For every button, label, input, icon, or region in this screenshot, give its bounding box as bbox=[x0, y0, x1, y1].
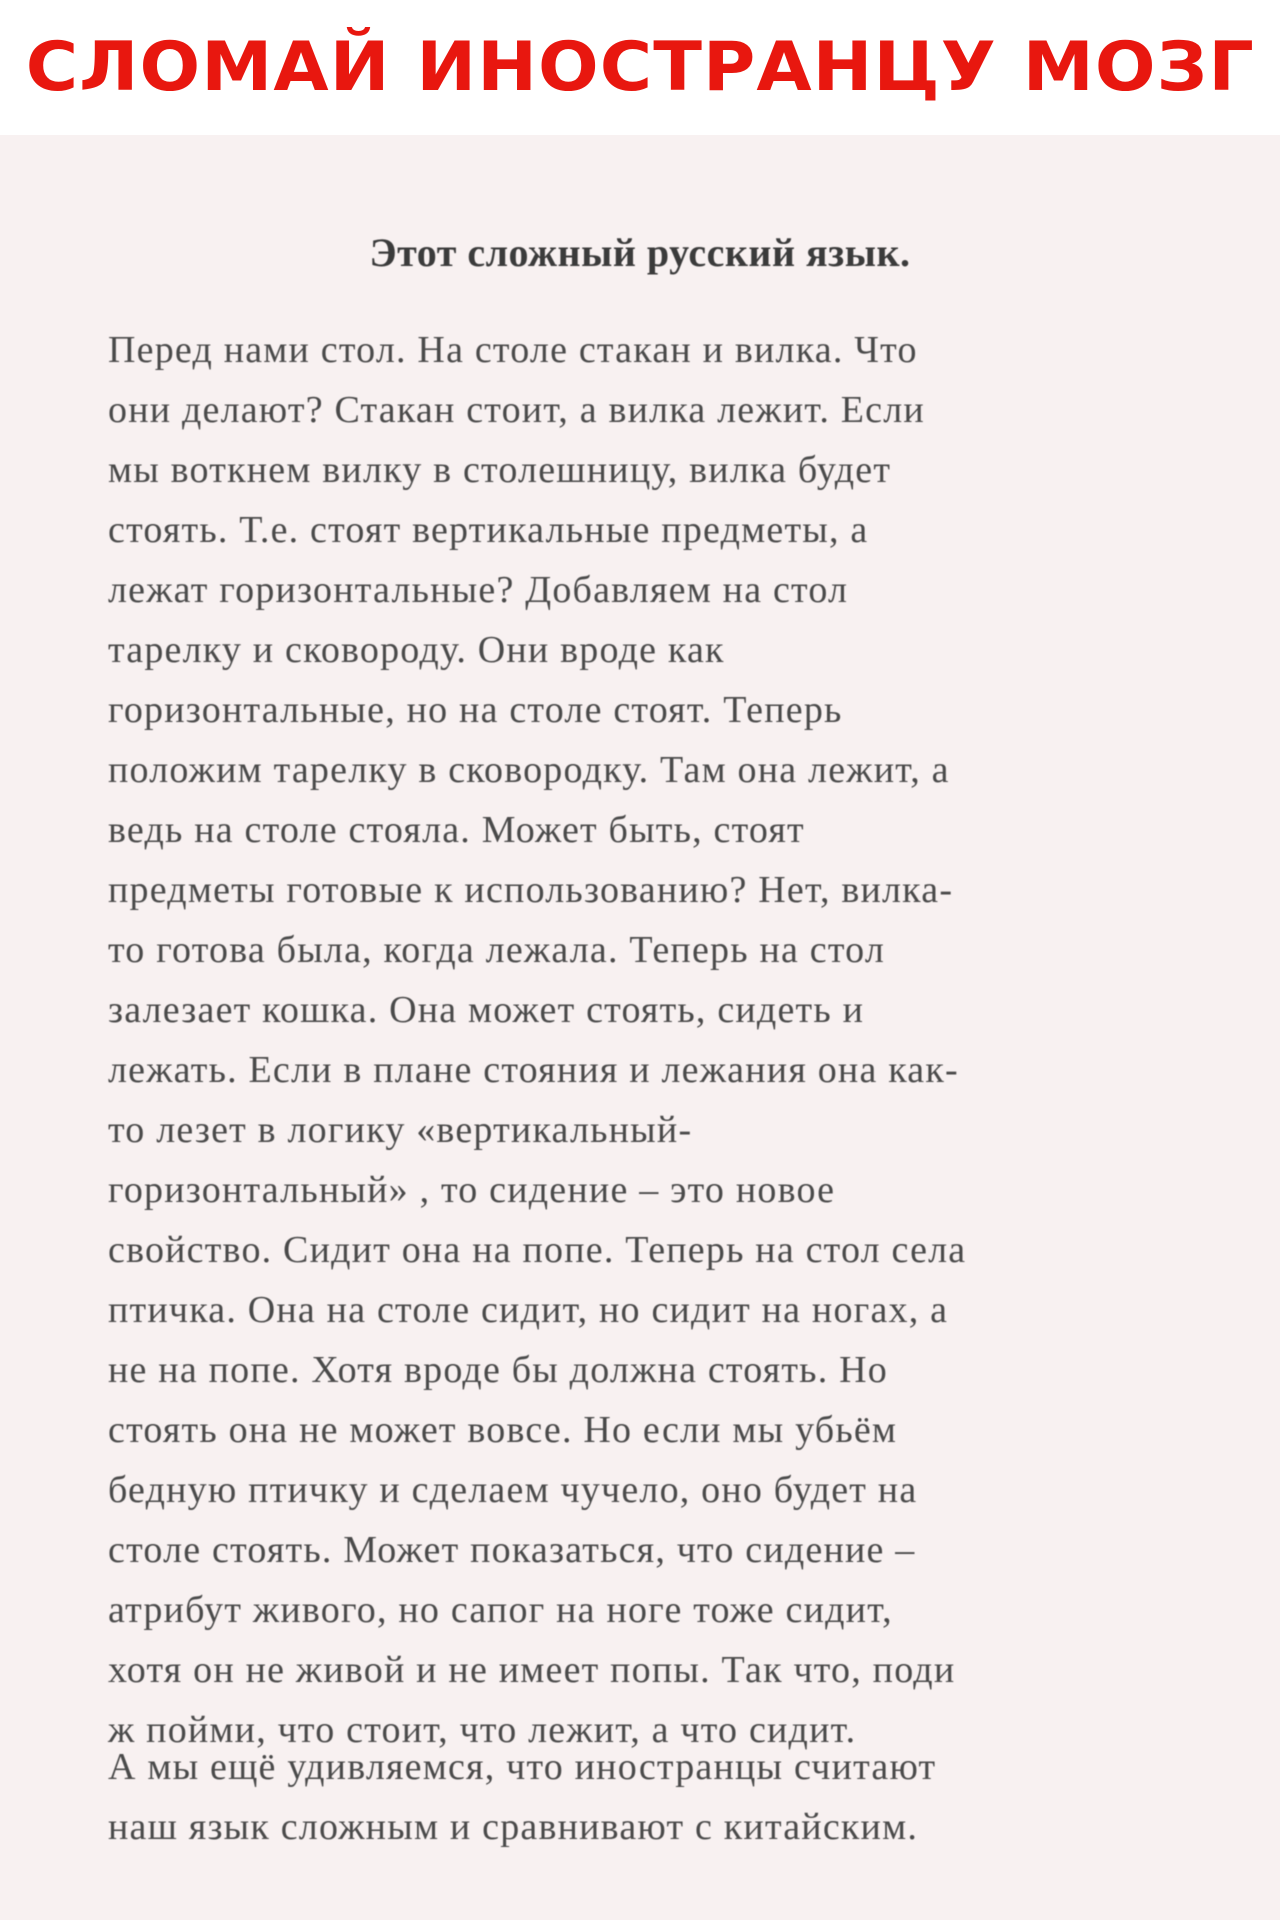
text-line: ведь на столе стояла. Может быть, стоят bbox=[108, 809, 805, 851]
text-line: лежат горизонтальные? Добавляем на стол bbox=[108, 569, 849, 611]
text-line: Перед нами стол. На столе стакан и вилка. Что bbox=[108, 329, 918, 371]
body-paragraph bbox=[108, 320, 1198, 1760]
text-line: горизонтальные, но на столе стоят. Теперь bbox=[108, 689, 843, 731]
text-line: лежать. Если в плане стояния и лежания она как- bbox=[108, 1049, 959, 1091]
closing-paragraph bbox=[108, 1737, 1198, 1857]
text-line: предметы готовые к использованию? Нет, вилка- bbox=[108, 869, 954, 911]
text-line: свойство. Сидит она на попе. Теперь на стол села bbox=[108, 1229, 967, 1271]
text-line: не на попе. Хотя вроде бы должна стоять. Но bbox=[108, 1349, 888, 1391]
page-heading: Этот сложный русский язык. bbox=[369, 230, 911, 275]
text-line: горизонтальный» , то сидение – это новое bbox=[108, 1169, 836, 1211]
text-line: птичка. Она на столе сидит, но сидит на ногах, а bbox=[108, 1289, 949, 1331]
text-line: стоять она не может вовсе. Но если мы убьём bbox=[108, 1409, 898, 1451]
text-line: положим тарелку в сковородку. Там она лежит, а bbox=[108, 749, 950, 791]
text-line: ж пойми, что стоит, что лежит, а что сидит. bbox=[108, 1709, 857, 1751]
text-line: тарелку и сковороду. Они вроде как bbox=[108, 629, 725, 671]
text-line: бедную птичку и сделаем чучело, оно будет на bbox=[108, 1469, 918, 1511]
text-line: стоять. Т.е. стоят вертикальные предметы, а bbox=[108, 509, 869, 551]
text-line: наш язык сложным и сравнивают с китайским. bbox=[108, 1806, 919, 1848]
text-line: столе стоять. Может показаться, что сидение – bbox=[108, 1529, 916, 1571]
text-line: залезает кошка. Она может стоять, сидеть и bbox=[108, 989, 865, 1031]
text-line: хотя он не живой и не имеет попы. Так что, поди bbox=[108, 1649, 956, 1691]
text-line: атрибут живого, но сапог на ноге тоже сидит, bbox=[108, 1589, 893, 1631]
banner-title: СЛОМАЙ ИНОСТРАНЦУ МОЗГ bbox=[25, 27, 1255, 107]
text-line: то лезет в логику «вертикальный- bbox=[108, 1109, 693, 1151]
text-line: А мы ещё удивляемся, что иностранцы считают bbox=[108, 1746, 937, 1788]
banner bbox=[0, 0, 1280, 135]
text-line: то готова была, когда лежала. Теперь на стол bbox=[108, 929, 885, 971]
text-line: они делают? Стакан стоит, а вилка лежит. Если bbox=[108, 389, 925, 431]
scanned-page bbox=[0, 135, 1280, 1920]
text-line: мы воткнем вилку в столешницу, вилка будет bbox=[108, 449, 892, 491]
